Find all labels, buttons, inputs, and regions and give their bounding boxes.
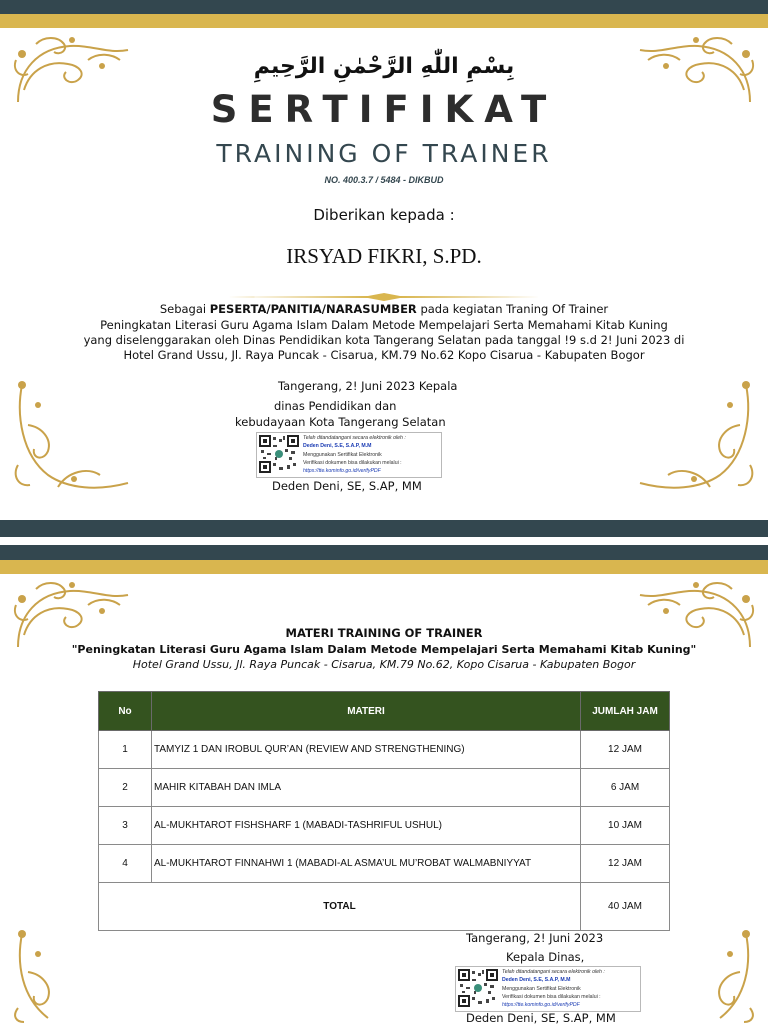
esign-line1: Telah ditandatangani secara elektronik oleh :	[303, 435, 406, 441]
signer-name: Deden Deni, SE, S.AP, MM	[272, 479, 422, 493]
row-no: 4	[99, 845, 152, 883]
materi-subtitle: "Peningkatan Literasi Guru Agama Islam Dalam Metode Mempelajari Serta Memahami Kitab Kuning"	[71, 643, 697, 656]
row-materi: MAHIR KITABAH DAN IMLA	[152, 769, 581, 807]
table-row	[99, 731, 670, 769]
certificate-number: NO. 400.3.7 / 5484 - DIKBUD	[324, 175, 444, 185]
qr-code-icon	[458, 969, 498, 1007]
header-materi: MATERI	[152, 692, 581, 731]
table-row	[99, 769, 670, 807]
total-value: 40 JAM	[581, 883, 670, 931]
row-jam: 6 JAM	[581, 769, 670, 807]
signature-office-line1: dinas Pendidikan dan	[274, 399, 397, 413]
table-header-row	[99, 692, 670, 731]
esign-line4: Verifikasi dokumen bisa dilakukan melalui :	[303, 459, 402, 466]
materi-table	[98, 691, 670, 931]
materi-signature-office: Kepala Dinas,	[506, 950, 585, 964]
esign-line3: Menggunakan Sertifikat Elektronik	[502, 985, 581, 992]
top-dark-band	[0, 0, 768, 14]
top-dark-band-page2	[0, 545, 768, 560]
esign-line4: Verifikasi dokumen bisa dilakukan melalui :	[502, 993, 601, 1000]
table-row	[99, 807, 670, 845]
certificate-body-line2: Peningkatan Literasi Guru Agama Islam Dalam Metode Mempelajari Serta Memahami Kitab Kuning	[100, 318, 668, 332]
bismillah: بِسْمِ اللّٰهِ الرَّحْمٰنِ الرَّحِيمِ	[253, 54, 515, 79]
top-gold-band	[0, 14, 768, 28]
certificate-body-line1	[0, 302, 768, 316]
materi-signature-place-date: Tangerang, 2! Juni 2023	[466, 931, 604, 945]
esign-signer: Deden Deni, S.E, S.A.P, M.M	[502, 977, 571, 984]
esign-line1: Telah ditandatangani secara elektronik oleh :	[502, 969, 605, 975]
certificate-body-line3: yang diselenggarakan oleh Dinas Pendidikan kota Tangerang Selatan pada tanggal !9 s.d 2! Juni 2023 di	[83, 333, 685, 347]
bottom-dark-band-page1	[0, 520, 768, 537]
certificate-body-line4: Hotel Grand Ussu, Jl. Raya Puncak - Cisarua, KM.79 No.62 Kopo Cisarua - Kabupaten Bogor	[123, 348, 645, 362]
total-label: TOTAL	[99, 883, 581, 931]
top-gold-band-page2	[0, 560, 768, 574]
row-no: 2	[99, 769, 152, 807]
qr-code-icon	[259, 435, 299, 473]
row-jam: 12 JAM	[581, 845, 670, 883]
esign-text	[502, 968, 605, 1009]
esign-verify-link[interactable]: https://tte.kominfo.go.id/verifyPDF	[502, 1002, 580, 1009]
row-jam: 12 JAM	[581, 731, 670, 769]
row-materi: TAMYIZ 1 DAN IROBUL QUR’AN (REVIEW AND STRENGTHENING)	[152, 731, 581, 769]
ornament-bottom-left	[8, 375, 133, 500]
table-total-row	[99, 883, 670, 931]
esign-verify-link[interactable]: https://tte.kominfo.go.id/verifyPDF	[303, 468, 381, 475]
row-no: 3	[99, 807, 152, 845]
row-materi: AL-MUKHTAROT FISHSHARF 1 (MABADI-TASHRIFUL USHUL)	[152, 807, 581, 845]
row-materi: AL-MUKHTAROT FINNAHWI 1 (MABADI-AL ASMA’UL MU’ROBAT WALMABNIYYAT	[152, 845, 581, 883]
esign-stamp-page2	[455, 966, 641, 1012]
certificate-title: SERTIFIKAT	[210, 88, 558, 131]
body-prefix: Sebagai	[159, 302, 210, 316]
signature-place-date: Tangerang, 2! Juni 2023 Kepala	[278, 379, 458, 393]
ornament-bottom-right	[635, 375, 760, 500]
table-row	[99, 845, 670, 883]
row-no: 1	[99, 731, 152, 769]
esign-line3: Menggunakan Sertifikat Elektronik	[303, 451, 382, 458]
esign-text	[303, 434, 406, 475]
ornament-bottom-right-page2	[635, 928, 760, 1024]
header-jumlah-jam: JUMLAH JAM	[581, 692, 670, 731]
materi-title: MATERI TRAINING OF TRAINER	[285, 626, 483, 640]
certificate-subtitle: TRAINING OF TRAINER	[216, 139, 552, 168]
row-jam: 10 JAM	[581, 807, 670, 845]
header-no: No	[99, 692, 152, 731]
participant-role: PESERTA/PANITIA/NARASUMBER	[209, 302, 417, 316]
recipient-name: IRSYAD FIKRI, S.PD.	[286, 244, 482, 268]
materi-location: Hotel Grand Ussu, Jl. Raya Puncak - Cisarua, KM.79 No.62, Kopo Cisarua - Kabupaten Bogor	[132, 658, 636, 671]
esign-stamp	[256, 432, 442, 478]
materi-signer-name: Deden Deni, SE, S.AP, MM	[466, 1011, 616, 1025]
signature-office-line2: kebudayaan Kota Tangerang Selatan	[235, 415, 446, 429]
body-suffix: pada kegiatan Traning Of Trainer	[416, 302, 609, 316]
esign-signer: Deden Deni, S.E, S.A.P, M.M	[303, 443, 372, 450]
ornament-bottom-left-page2	[8, 928, 133, 1024]
given-to-label: Diberikan kepada :	[313, 206, 455, 224]
